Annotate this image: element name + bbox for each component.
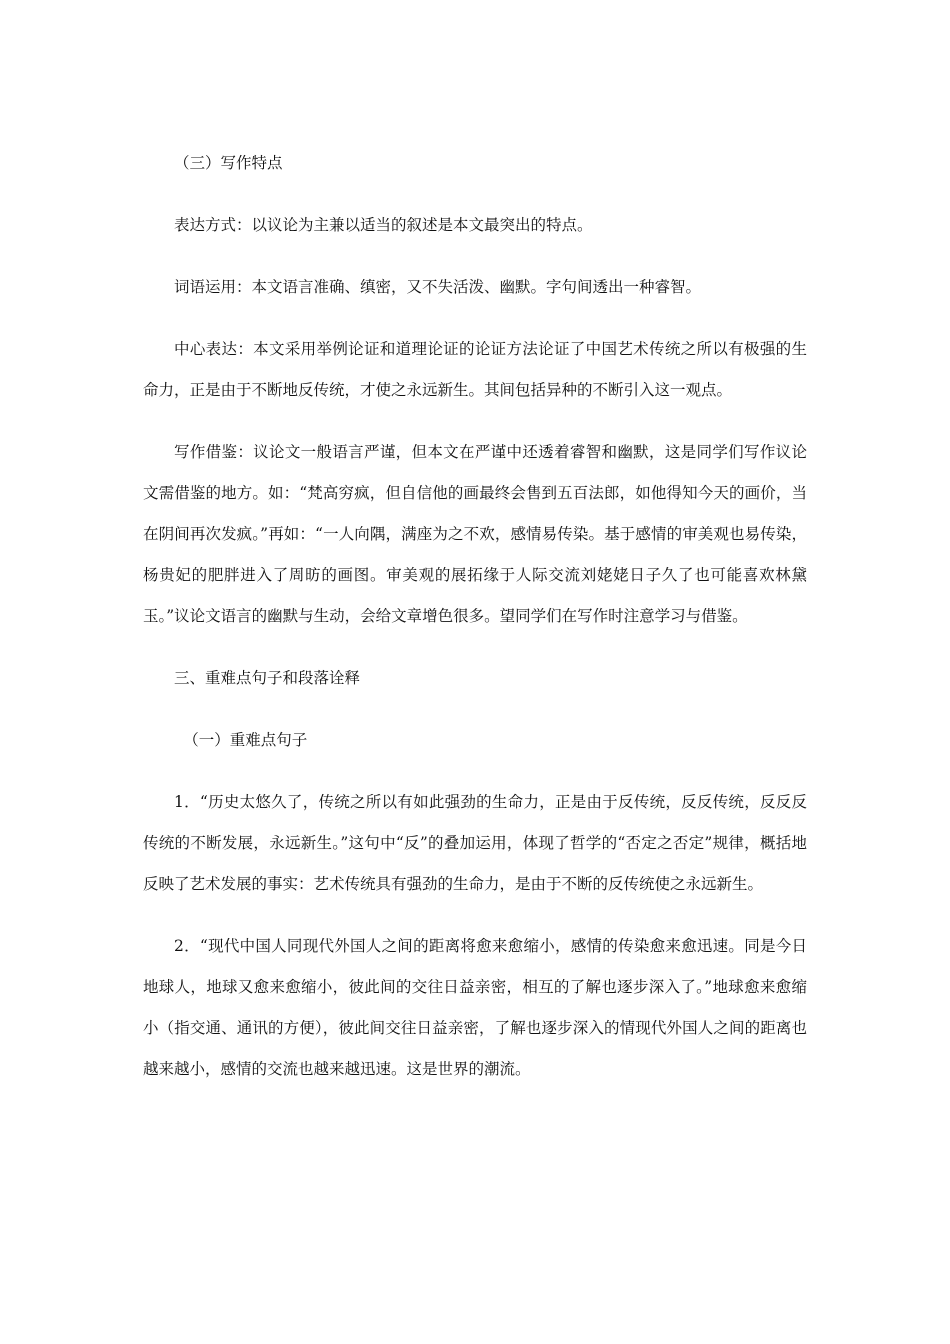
section-heading-writing-features: （三）写作特点 — [174, 154, 283, 172]
document-body — [143, 143, 807, 1090]
list-item-sentence-1: 1．“历史太悠久了，传统之所以有如此强劲的生命力，正是由于反传统，反反传统，反反反传统的不断发展，永远新生。”这句中“反”的叠加运用，体现了哲学的“否定之否定”规律，概括地反映了艺术发展的事实：艺术传统具有强劲的生命力，是由于不断的反传统使之永远新生。 — [143, 793, 807, 893]
paragraph-writing-reference: 写作借鉴：议论文一般语言严谨，但本文在严谨中还透着睿智和幽默，这是同学们写作议论文需借鉴的地方。如：“梵高穷疯，但自信他的画最终会售到五百法郎，如他得知今天的画价，当在阴间再次发疯。”再如：“一人向隅，满座为之不欢，感情易传染。基于感情的审美观也易传染，杨贵妃的肥胖进入了周昉的画图。审美观的展拓缘于人际交流刘姥姥日子久了也可能喜欢林黛玉。”议论文语言的幽默与生动，会给文章增色很多。望同学们在写作时注意学习与借鉴。 — [143, 443, 807, 625]
paragraph-expression-method: 表达方式：以议论为主兼以适当的叙述是本文最突出的特点。 — [174, 216, 593, 234]
paragraph-central-expression: 中心表达：本文采用举例论证和道理论证的论证方法论证了中国艺术传统之所以有极强的生命力，正是由于不断地反传统，才使之永远新生。其间包括异种的不断引入这一观点。 — [143, 340, 807, 399]
paragraph-word-usage: 词语运用：本文语言准确、缜密，又不失活泼、幽默。字句间透出一种睿智。 — [174, 278, 702, 296]
section-heading-difficult-points: 三、重难点句子和段落诠释 — [174, 669, 361, 687]
subsection-heading-difficult-sentences: （一）重难点句子 — [183, 731, 308, 749]
list-item-sentence-2: 2．“现代中国人同现代外国人之间的距离将愈来愈缩小，感情的传染愈来愈迅速。同是今日地球人，地球又愈来愈缩小，彼此间的交往日益亲密，相互的了解也逐步深入了。”地球愈来愈缩小（指交通、通讯的方便），彼此间交往日益亲密，了解也逐步深入的情现代外国人之间的距离也越来越小，感情的交流也越来越迅速。这是世界的潮流。 — [143, 937, 807, 1078]
